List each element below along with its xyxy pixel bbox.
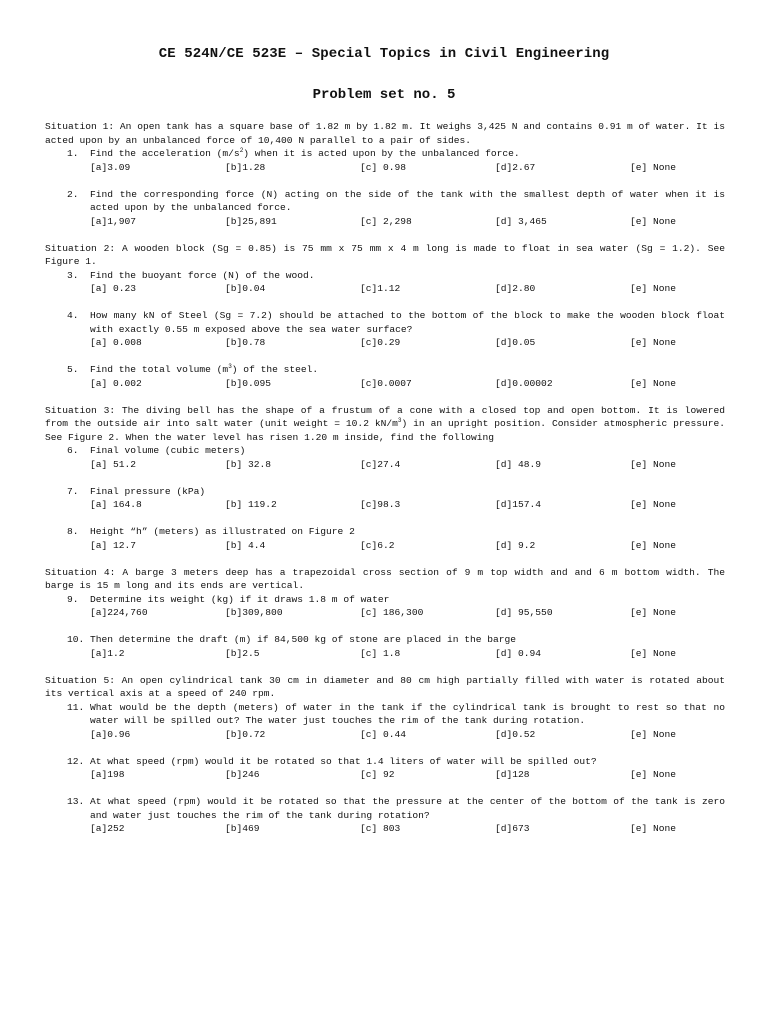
choice-b: [b]0.72 — [225, 728, 266, 740]
problem-11 — [67, 701, 725, 728]
problem-text: How many kN of Steel (Sg = 7.2) should be attached to the bottom of the block to make the wooden block float with exactly 0.55 m exposed above the sea water surface? — [90, 310, 725, 335]
choice-a: [a] 51.2 — [90, 458, 137, 470]
problem-text: Find the total volume $(m^3)$ of the steel. — [90, 362, 319, 375]
choice-row — [90, 728, 725, 742]
problem-text: At what speed (rpm) would it be rotated so that 1.4 liters of water will be spilled out? — [90, 755, 597, 767]
choice-c: [c] 1.8 — [360, 647, 401, 659]
situation-label: Situation 3 — [45, 404, 110, 416]
choice-d: [d]0.52 — [495, 728, 536, 740]
problem-number: 9. — [67, 593, 79, 605]
choice-row — [90, 377, 725, 391]
choice-row — [90, 647, 725, 661]
choice-a: [a] 0.002 — [90, 377, 142, 389]
choice-c: [c]0.29 — [360, 337, 401, 348]
choice-a: [a] 0.008 — [90, 337, 142, 348]
situation-label: Situation 1 — [45, 121, 109, 132]
choice-e: [e] None — [630, 607, 677, 618]
problem-number: 12. — [67, 755, 85, 767]
choice-d: [d]673 — [495, 823, 530, 834]
choice-e: [e] None — [630, 377, 677, 389]
problem-10 — [67, 633, 725, 647]
choice-d: [d]2.67 — [495, 161, 536, 173]
choice-c: [c] 0.44 — [360, 728, 407, 740]
choice-b: [b]2.5 — [225, 647, 260, 659]
problem-number: 10. — [67, 634, 85, 645]
choice-row — [90, 282, 725, 296]
choice-e: [e] None — [630, 215, 677, 227]
problem-6 — [67, 444, 725, 458]
choice-b: [b] 119.2 — [225, 499, 277, 510]
choice-c: [c] 803 — [360, 823, 401, 834]
choice-a: [a]3.09 — [90, 161, 131, 173]
problem-3 — [67, 269, 725, 283]
choice-b: [b] 32.8 — [225, 458, 272, 470]
course-title: CE 524N/CE 523E – Special Topics in Civil Engineering — [158, 46, 610, 62]
situation-label: Situation 2 — [45, 242, 110, 254]
choice-e: [e] None — [630, 769, 677, 780]
superscript: 3 — [397, 416, 402, 424]
choice-d: [d]128 — [495, 769, 530, 780]
choice-row — [90, 498, 725, 512]
problem-text: Find the buoyant force (N) of the wood. — [90, 269, 315, 281]
choice-a: [a]1.2 — [90, 647, 125, 659]
choice-a: [a] 0.23 — [90, 283, 137, 294]
problem-number: 3. — [67, 269, 79, 281]
choice-d: [d] 95,550 — [495, 607, 553, 618]
situation-3: Situation 3: The diving bell has the shape of a frustum of a cone with a closed top and open bottom. It is lowered from the outside air into salt water (unit weight = 10.2 $kN/m^3$) in an upright position. Consider atmospheric pressure. See Figure 2. When the water level has risen 1.20 m inside, find the following — [45, 404, 725, 443]
choice-b: [b]309,800 — [225, 607, 283, 618]
problem-number: 7. — [67, 485, 79, 497]
problem-text: What would be the depth (meters) of water in the tank if the cylindrical tank is brought to rest so that no water will be spilled out? The water just touches the rim of the tank during rotation. — [90, 701, 725, 726]
problem-text: At what speed (rpm) would it be rotated so that the pressure at the center of the bottom of the tank is zero and water just touches the rim of the tank during rotation? — [90, 796, 725, 821]
choice-b: [b]246 — [225, 769, 260, 780]
choice-c: [c]98.3 — [360, 499, 401, 510]
choice-c: [c]0.0007 — [360, 377, 412, 389]
problem-text: Final volume (cubic meters) — [90, 445, 246, 456]
choice-b: [b] 4.4 — [225, 539, 266, 551]
problem-number: 1. — [67, 148, 79, 159]
choice-c: [c]1.12 — [360, 283, 401, 294]
choice-e: [e] None — [630, 728, 677, 740]
problem-number: 11. — [67, 701, 85, 713]
problem-text: Final pressure (kPa) — [90, 485, 206, 497]
choice-d: [d] 0.94 — [495, 647, 542, 659]
situation-4: Situation 4: A barge 3 meters deep has a trapezoidal cross section of 9 m top width and and 6 m bottom width. The barge is 15 m long and its ends are vertical. — [45, 566, 725, 591]
problem-2 — [67, 188, 725, 215]
choice-row — [90, 215, 725, 229]
choice-c: [c]27.4 — [360, 458, 401, 470]
choice-e: [e] None — [630, 161, 677, 173]
choice-e: [e] None — [630, 458, 677, 470]
problem-1 — [67, 147, 725, 161]
problem-number: 4. — [67, 310, 79, 321]
problem-set-title: Problem set no. 5 — [312, 87, 456, 103]
choice-row — [90, 606, 725, 620]
choice-c: [c] 186,300 — [360, 607, 424, 618]
choice-e: [e] None — [630, 283, 677, 294]
choice-row — [90, 161, 725, 175]
problem-number: 5. — [67, 364, 79, 375]
choice-b: [b]0.04 — [225, 283, 266, 294]
problem-12 — [67, 755, 725, 769]
choice-d: [d]157.4 — [495, 499, 542, 510]
problem-text: Determine its weight (kg) if it draws 1.8 m of water — [90, 593, 390, 605]
choice-b: [b]0.095 — [225, 377, 272, 389]
situation-label: Situation 4 — [45, 566, 110, 578]
choice-a: [a]198 — [90, 769, 125, 780]
choice-row — [90, 768, 725, 782]
problem-number: 2. — [67, 188, 79, 200]
situation-2: Situation 2: A wooden block (Sg = 0.85) is 75 mm x 75 mm x 4 m long is made to float in sea water (Sg = 1.2). See Figure 1. — [45, 242, 726, 267]
problem-4 — [67, 309, 725, 336]
choice-row — [90, 458, 725, 472]
situation-label: Situation 5 — [45, 674, 110, 686]
choice-d: [d]2.80 — [495, 283, 536, 294]
choice-e: [e] None — [630, 539, 677, 551]
superscript: 2 — [239, 146, 244, 154]
problem-text: Height “h” (meters) as illustrated on Figure 2 — [90, 526, 355, 537]
choice-d: [d] 48.9 — [495, 458, 542, 470]
choice-e: [e] None — [630, 337, 677, 348]
situation-5: Situation 5: An open cylindrical tank 30 cm in diameter and 80 cm high partially filled with water is rotated about its vertical axis at a speed of 240 rpm. — [45, 674, 726, 699]
choice-b: [b]0.78 — [225, 337, 266, 348]
choice-row — [90, 822, 725, 836]
problem-number: 13. — [67, 796, 85, 807]
situation-text: A wooden block (Sg = 0.85) is 75 mm x 75 mm x 4 m long is made to float in sea water (Sg = 1.2). See Figure 1. — [45, 242, 726, 267]
problem-text: Find the acceleration $(m/s^2)$ when it is acted upon by the unbalanced force. — [90, 146, 520, 159]
superscript: 3 — [228, 362, 232, 370]
choice-a: [a]0.96 — [90, 728, 131, 740]
problem-8 — [67, 525, 725, 539]
choice-b: [b]469 — [225, 823, 260, 834]
choice-e: [e] None — [630, 499, 677, 510]
choice-d: [d] 9.2 — [495, 539, 536, 551]
problem-text: Then determine the draft (m) if 84,500 kg of stone are placed in the barge — [90, 634, 517, 645]
situation-text: A barge 3 meters deep has a trapezoidal cross section of 9 m top width and and 6 m bottom width. The barge is 15 m long and its ends are vertical. — [45, 566, 725, 591]
problem-number: 6. — [67, 445, 79, 456]
problem-7 — [67, 485, 725, 499]
choice-c: [c] 92 — [360, 769, 395, 780]
choice-c: [c] 0.98 — [360, 161, 407, 173]
choice-e: [e] None — [630, 823, 677, 834]
choice-d: [d]0.00002 — [495, 377, 553, 389]
choice-c: [c]6.2 — [360, 539, 395, 551]
problem-9 — [67, 593, 725, 607]
problem-13 — [67, 795, 725, 822]
situation-text: An open cylindrical tank 30 cm in diameter and 80 cm high partially filled with water is rotated about its vertical axis at a speed of 240 rpm. — [45, 674, 726, 699]
situation-1: Situation 1: An open tank has a square base of 1.82 m by 1.82 m. It weighs 3,425 N and contains 0.91 m of water. It is acted upon by an unbalanced force of 10,400 N parallel to a pair of sides. — [45, 121, 725, 146]
problem-number: 8. — [67, 526, 79, 537]
document-body — [45, 120, 725, 836]
choice-d: [d] 3,465 — [495, 215, 547, 227]
choice-e: [e] None — [630, 647, 677, 659]
choice-a: [a] 164.8 — [90, 499, 142, 510]
choice-a: [a]1,907 — [90, 215, 137, 227]
choice-b: [b]1.28 — [225, 161, 266, 173]
choice-b: [b]25,891 — [225, 215, 277, 227]
choice-row — [90, 539, 725, 553]
problem-5 — [67, 363, 725, 377]
situation-text: The diving bell has the shape of a frustum of a cone with a closed top and open bottom. It is lowered from the outside air into salt water (unit weight = 10.2 kN/m — [45, 404, 725, 429]
choice-a: [a]224,760 — [90, 607, 148, 618]
problem-text: Find the corresponding force (N) acting on the side of the tank with the smallest depth of water when it is acted upon by the unbalanced force. — [90, 188, 725, 213]
choice-c: [c] 2,298 — [360, 215, 412, 227]
choice-row — [90, 336, 725, 350]
situation-text: An open tank has a square base of 1.82 m by 1.82 m. It weighs 3,425 N and contains 0.91 m of water. It is acted upon by an unbalanced force of 10,400 N parallel to a pair of sides. — [45, 121, 725, 146]
choice-d: [d]0.05 — [495, 337, 536, 348]
choice-a: [a] 12.7 — [90, 539, 137, 551]
choice-a: [a]252 — [90, 823, 125, 834]
